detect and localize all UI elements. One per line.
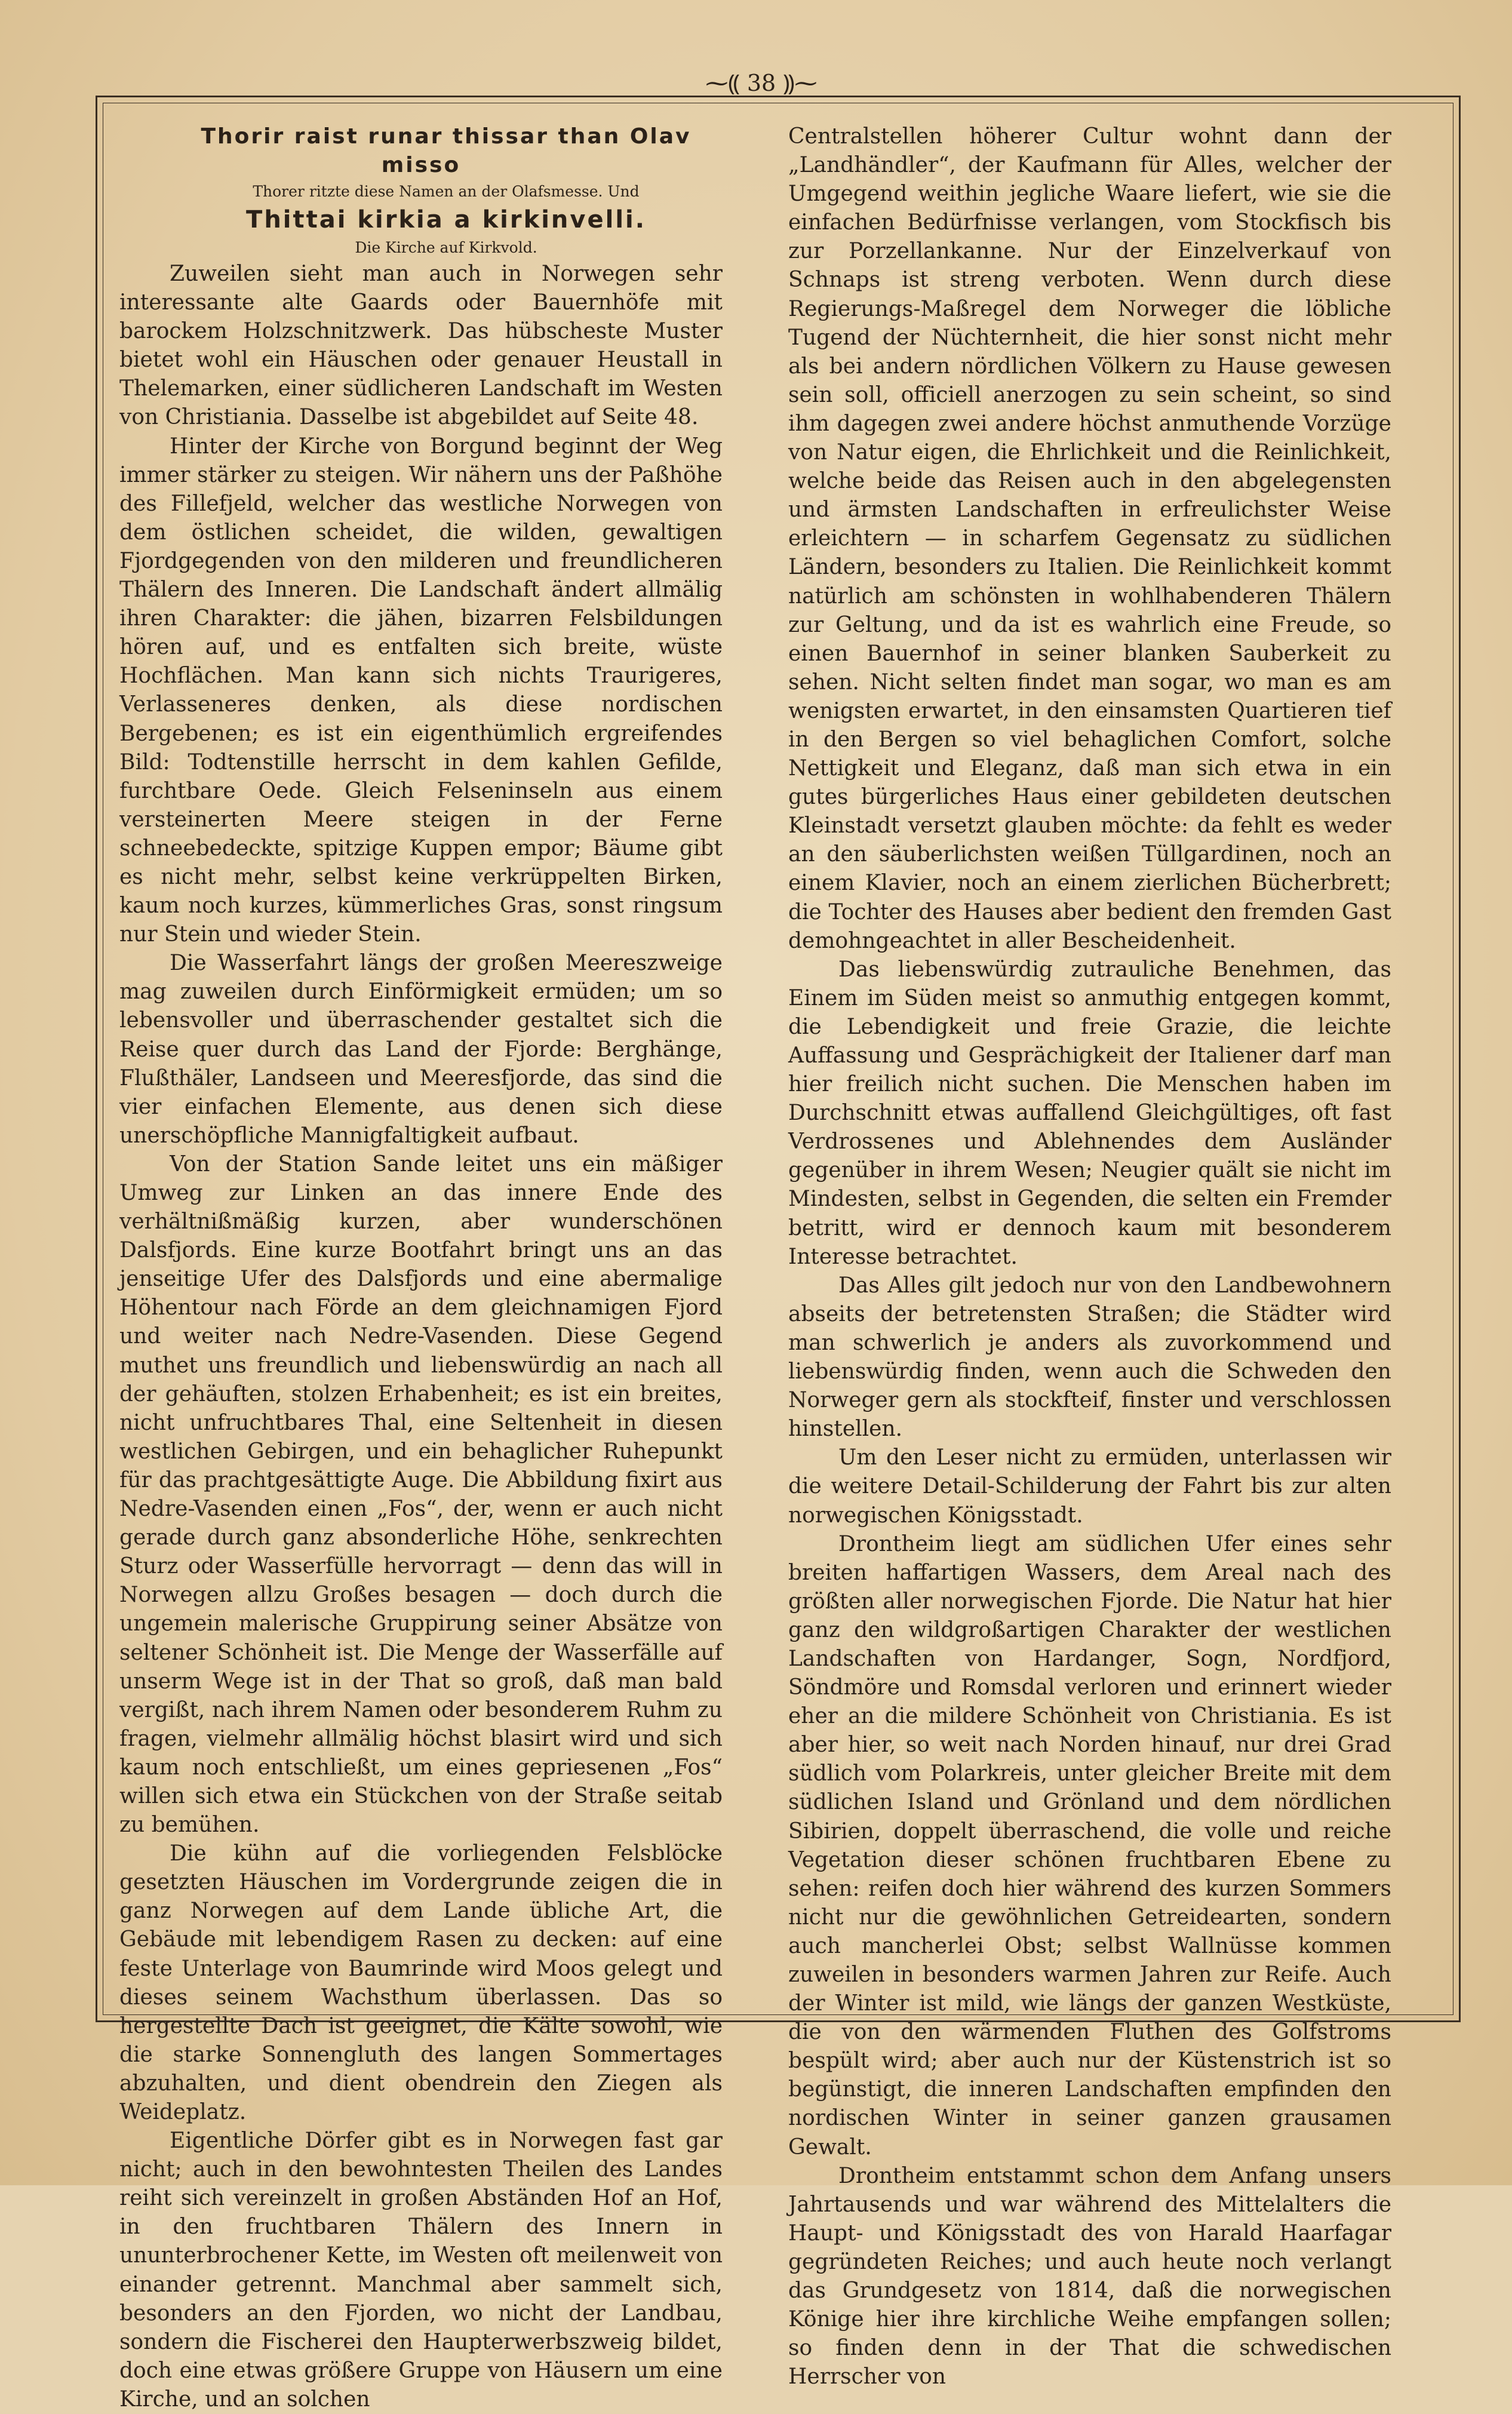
paragraph: Die kühn auf die vorliegenden Felsblöcke gesetzten Häuschen im Vordergrunde zeigen die in ganz Norwegen auf dem Lande übliche Art, die Gebäude mit lebendigem Rasen zu decken: auf eine feste Unterlage von Baumrinde wird Moos gelegt und dieses seinem Wachsthum überlassen. Das so hergestellte Dach ist geeignet, die Kälte sowohl, wie die starke Sonnengluth des langen Sommertages abzuhalten, und dient obendrein den Ziegen als Weideplatz. — [119, 1841, 723, 2124]
paragraph: Von der Station Sande leitet uns ein mäßiger Umweg zur Linken an das innere Ende des verhältnißmäßig kurzen, aber wunderschönen Dalsfjords. Eine kurze Bootfahrt bringt uns an das jenseitige Ufer des Dalsfjords und eine abermalige Höhentour nach Förde an dem gleichnamigen Fjord und weiter nach Nedre-Vasenden. Diese Gegend muthet uns freundlich und liebenswürdig an nach all der gehäuften, stolzen Erhabenheit; es ist ein breites, nicht unfruchtbares Thal, eine Seltenheit in diesen westlichen Gebirgen, und ein behaglicher Ruhepunkt für das prachtgesättigte Auge. Die Abbildung fixirt aus Nedre-Vasenden einen „Fos“, der, wenn er auch nicht gerade durch ganz absonderliche Höhe, senkrechten Sturz oder Wasserfülle hervorragt — denn das will in Norwegen allzu Großes besagen — doch durch die ungemein malerische Gruppirung seiner Absätze von seltener Schönheit ist. Die Menge der Wasserfälle auf unserm Wege ist in der That so groß, daß man bald vergißt, nach ihrem Namen oder besonderem Ruhm zu fragen, vielmehr allmälig höchst blasirt wird und sich kaum noch entschließt, um eines gepriesenen „Fos“ willen sich etwa ein Stückchen von der Straße seitab zu bemühen. — [119, 1151, 723, 1838]
paragraph: Das liebenswürdig zutrauliche Benehmen, das Einem im Süden meist so anmuthig entgegen kommt, die Lebendigkeit und freie Grazie, die leichte Auffassung und Gesprächigkeit der Italiener darf man hier freilich nicht suchen. Die Menschen haben im Durchschnitt etwas auffallend Gleichgültiges, oft fast Verdrossenes und Ablehnendes dem Ausländer gegenüber in ihrem Wesen; Neugier quält sie nicht im Mindesten, selbst in Gegenden, die selten ein Fremder betritt, wird er dennoch kaum mit besonderem Interesse betrachtet. — [788, 957, 1391, 1269]
right-column — [788, 122, 1391, 2391]
paragraph: Die Wasserfahrt längs der großen Meereszweige mag zuweilen durch Einförmigkeit ermüden; um so lebensvoller und überraschender gestaltet sich die Reise quer durch das Land der Fjorde: Berghänge, Flußthäler, Landseen und Meeresfjorde, das sind die vier einfachen Elemente, aus denen sich diese unerschöpfliche Mannigfaltigkeit aufbaut. — [119, 951, 723, 1148]
paragraph: Hinter der Kirche von Borgund beginnt der Weg immer stärker zu steigen. Wir nähern uns der Paßhöhe des Fillefjeld, welcher das westliche Norwegen von dem östlichen scheidet, die wilden, gewaltigen Fjordgegenden von den milderen und freundlicheren Thälern des Inneren. Die Landschaft ändert allmälig ihren Charakter: die jähen, bizarren Felsbildungen hören auf, und es entfalten sich breite, wüste Hochflächen. Man kann sich nichts Traurigeres, Verlasseneres denken, als diese nordischen Bergebenen; es ist ein eigenthümlich ergreifendes Bild: Todtenstille herrscht in dem kahlen Gefilde, furchtbare Oede. Gleich Felseninseln aus einem versteinerten Meere steigen in der Ferne schneebedeckte, spitzige Kuppen empor; Bäume gibt es nicht mehr, selbst keine verkrüppelten Birken, kaum noch kurzes, kümmerliches Gras, sonst ringsum nur Stein und wieder Stein. — [119, 434, 723, 947]
paragraph: Das Alles gilt jedoch nur von den Landbewohnern abseits der betretensten Straßen; die Städter wird man schwerlich je anders als zuvorkommend und liebenswürdig finden, wenn auch die Schweden den Norweger gern als stockfteif, finster und verschlossen hinstellen. — [788, 1273, 1391, 1442]
paragraph-continued: Centralstellen höherer Cultur wohnt dann der „Landhändler“, der Kaufmann für Alles, welcher der Umgegend weithin jegliche Waare liefert, wie sie die einfachen Bedürfnisse verlangen, vom Stockfisch bis zur Porzellankanne. Nur der Einzelverkauf von Schnaps ist streng verboten. Wenn durch diese Regierungs-Maßregel dem Norweger die löbliche Tugend der Nüchternheit, die hier sonst nicht mehr als bei andern nördlichen Völkern zu Hause gewesen sein soll, officiell anerzogen zu sein scheint, so sind ihm dagegen zwei andere höchst anmuthende Vorzüge von Natur eigen, die Ehrlichkeit und die Reinlichkeit, welche beide das Reisen auch in den abgelegensten und ärmsten Landschaften in erfreulichster Weise erleichtern — in scharfem Gegensatz zu südlichen Ländern, besonders zu Italien. Die Reinlichkeit kommt natürlich am schönsten in wohlhabenderen Thälern zur Geltung, und da ist es wahrlich eine Freude, so einen Bauernhof in seiner blanken Sauberkeit zu sehen. Nicht selten findet man sogar, wo man es am wenigsten erwartet, in den einsamsten Quartieren tief in den Bergen so viel behaglichen Comfort, solche Nettigkeit und Eleganz, daß man sich etwa in ein gutes bürgerliches Haus einer gebildeten deutschen Kleinstadt versetzt glauben möchte: da fehlt es weder an den säuberlichsten weißen Tüllgardinen, noch an einem Klavier, noch an einem zierlichen Bücherbrett; die Tochter des Hauses aber bedient den fremden Gast demohngeachtet in aller Bescheidenheit. — [788, 124, 1391, 953]
ornament-right: ⸩⁓ — [776, 70, 818, 96]
inscription-translation-2: Die Kirche auf Kirkvold. — [355, 239, 537, 256]
page-number — [693, 67, 830, 98]
runic-inscription-line-1: Thorir raist runar thissar than Olav misso — [201, 124, 692, 177]
paragraph: Zuweilen sieht man auch in Norwegen sehr interessante alte Gaards oder Bauernhöfe mit barockem Holzschnitzwerk. Das hübscheste Muster bietet wohl ein Häuschen oder genauer Heustall in Thelemarken, einer südlicheren Landschaft im Westen von Christiania. Dasselbe ist abgebildet auf Seite 48. — [119, 262, 723, 430]
paragraph: Drontheim entstammt schon dem Anfang unsers Jahrtausends und war während des Mittelalters die Haupt- und Königsstadt des von Harald Haarfagar gegründeten Reiches; und auch heute noch verlangt das Grundgesetz von 1814, daß die norwegischen Könige hier ihre kirchliche Weihe empfangen sollen; so finden denn in der That die schwedischen Herrscher von — [788, 2163, 1391, 2390]
paragraph: Drontheim liegt am südlichen Ufer eines sehr breiten haffartigen Wassers, dem Areal nach des größten aller norwegischen Fjorde. Die Natur hat hier ganz den wildgroßartigen Charakter der westlichen Landschaften von Hardanger, Sogn, Nordfjord, Söndmöre und Romsdal verloren und erinnert wieder eher an die mildere Schönheit von Christiania. Es ist aber hier, so weit nach Norden hinauf, nur drei Grad südlich vom Polarkreis, unter gleicher Breite mit dem südlichen Island und Grönland und dem nördlichen Sibirien, doppelt überraschend, die volle und reiche Vegetation dieser schönen fruchtbaren Ebene zu sehen: reifen doch hier während des kurzen Sommers nicht nur die gewöhnlichen Getreidearten, sondern auch mancherlei Obst; selbst Wallnüsse kommen zuweilen in besonders warmen Jahren zur Reife. Auch der Winter ist mild, wie längs der ganzen Westküste, die von den wärmenden Fluthen des Golfstroms bespült wird; aber auch nur der Küstenstrich ist so begünstigt, die inneren Landschaften empfinden den nordischen Winter in seiner ganzen grausamen Gewalt. — [788, 1531, 1391, 2160]
paragraph: Um den Leser nicht zu ermüden, unterlassen wir die weitere Detail-Schilderung der Fahrt bis zur alten norwegischen Königsstadt. — [788, 1445, 1391, 1528]
left-column — [119, 122, 723, 2414]
ornament-left: ⁓⸨ — [705, 70, 747, 96]
inscription-translation-1: Thorer ritzte diese Namen an der Olafsmesse. Und — [253, 183, 640, 200]
runic-inscription-line-2: Thittai kirkia a kirkinvelli. — [246, 206, 646, 234]
paragraph: Eigentliche Dörfer gibt es in Norwegen fast gar nicht; auch in den bewohntesten Theilen des Landes reiht sich vereinzelt in großen Abständen Hof an Hof, in den fruchtbaren Thälern des Innern in ununterbrochener Kette, im Westen oft meilenweit von einander getrennt. Manchmal aber sammelt sich, besonders an den Fjorden, wo nicht der Landbau, sondern die Fischerei den Haupterwerbszweig bildet, doch eine etwas größere Gruppe von Häusern um eine Kirche, und an solchen — [119, 2129, 723, 2412]
page-number-value: 38 — [746, 70, 776, 96]
